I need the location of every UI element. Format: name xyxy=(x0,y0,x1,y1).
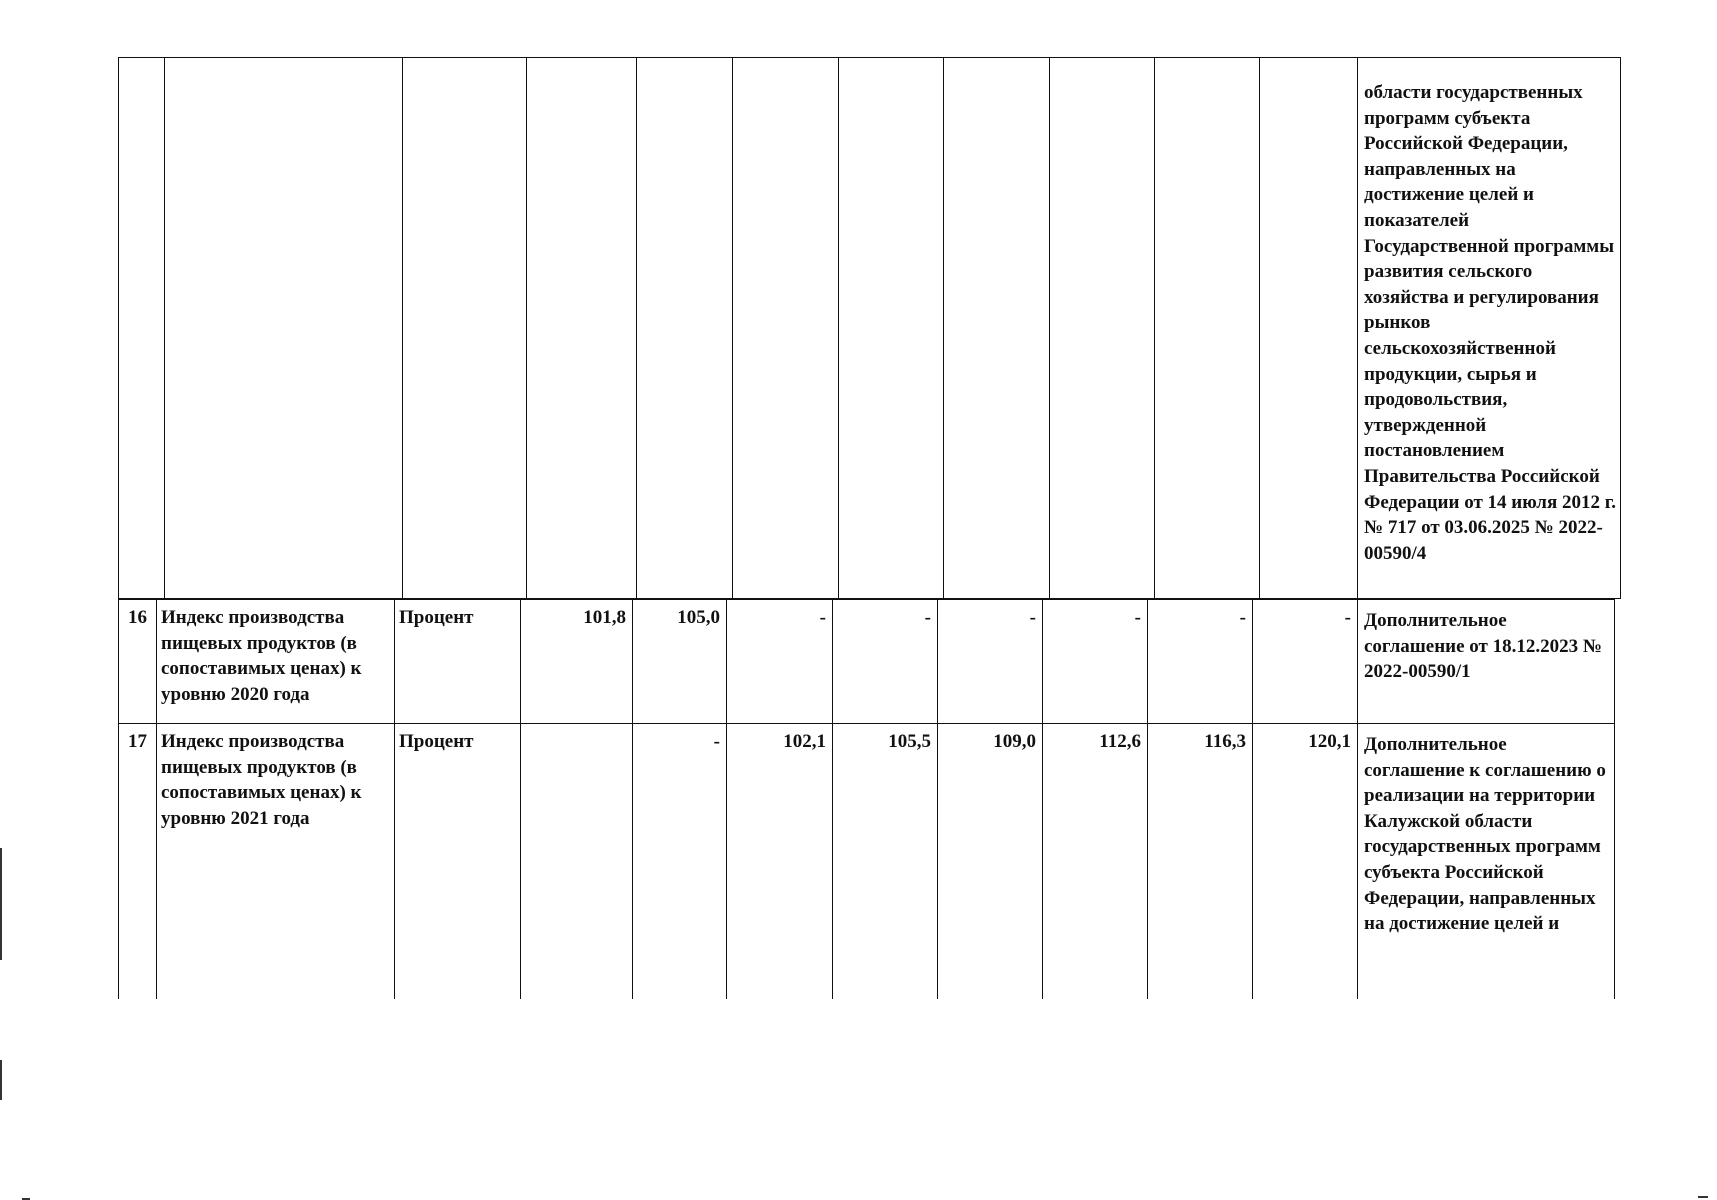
cell-value: - xyxy=(1148,600,1253,724)
scan-edge-mark xyxy=(0,1060,2,1100)
cell-value xyxy=(839,58,944,599)
cell-value xyxy=(733,58,839,599)
cell-value: 102,1 xyxy=(727,724,833,999)
cell-value: 109,0 xyxy=(938,724,1043,999)
cell-value xyxy=(1050,58,1155,599)
indicators-table-continuation xyxy=(118,57,1621,599)
cell-value xyxy=(637,58,733,599)
cell-value: - xyxy=(633,724,727,999)
cell-value: - xyxy=(938,600,1043,724)
cell-value xyxy=(944,58,1050,599)
scan-edge-mark xyxy=(1698,1196,1708,1198)
cell-indicator xyxy=(165,58,403,599)
indicators-table xyxy=(118,599,1615,999)
cell-value xyxy=(1155,58,1260,599)
cell-basis: Дополнительное соглашение к соглашению о реализации на территории Калужской области государственных программ субъекта Российской Федерации, направленных на достижение целей и xyxy=(1358,724,1615,999)
table-row xyxy=(119,600,1615,724)
scan-edge-mark xyxy=(0,848,2,960)
cell-basis: Дополнительное соглашение от 18.12.2023 № 2022-00590/1 xyxy=(1358,600,1615,724)
cell-value: 120,1 xyxy=(1253,724,1358,999)
cell-value: 105,5 xyxy=(833,724,938,999)
cell-unit: Процент xyxy=(395,600,521,724)
table-row-carryover xyxy=(119,58,1621,599)
cell-value: - xyxy=(1253,600,1358,724)
cell-value xyxy=(521,724,633,999)
cell-indicator: Индекс производства пищевых продуктов (в сопоставимых ценах) к уровню 2020 года xyxy=(157,600,395,724)
cell-number: 17 xyxy=(119,724,157,999)
cell-value: 116,3 xyxy=(1148,724,1253,999)
cell-value: - xyxy=(727,600,833,724)
cell-value: - xyxy=(1043,600,1148,724)
cell-basis: области государственных программ субъекта Российской Федерации, направленных на достижение целей и показателей Государственной программы развития сельского хозяйства и регулирования рынков сельскохозяйственной продукции, сырья и продовольствия, утвержденной постановлением Правительства Российской Федерации от 14 июля 2012 г. № 717 от 03.06.2025 № 2022-00590/4 xyxy=(1358,58,1621,599)
cell-unit: Процент xyxy=(395,724,521,999)
cell-unit xyxy=(403,58,527,599)
cell-value: - xyxy=(833,600,938,724)
cell-indicator: Индекс производства пищевых продуктов (в сопоставимых ценах) к уровню 2021 года xyxy=(157,724,395,999)
cell-value: 101,8 xyxy=(521,600,633,724)
cell-value: 105,0 xyxy=(633,600,727,724)
cell-number xyxy=(119,58,165,599)
cell-value: 112,6 xyxy=(1043,724,1148,999)
cell-value xyxy=(1260,58,1358,599)
table-row xyxy=(119,724,1615,999)
cell-number: 16 xyxy=(119,600,157,724)
cell-value xyxy=(527,58,637,599)
